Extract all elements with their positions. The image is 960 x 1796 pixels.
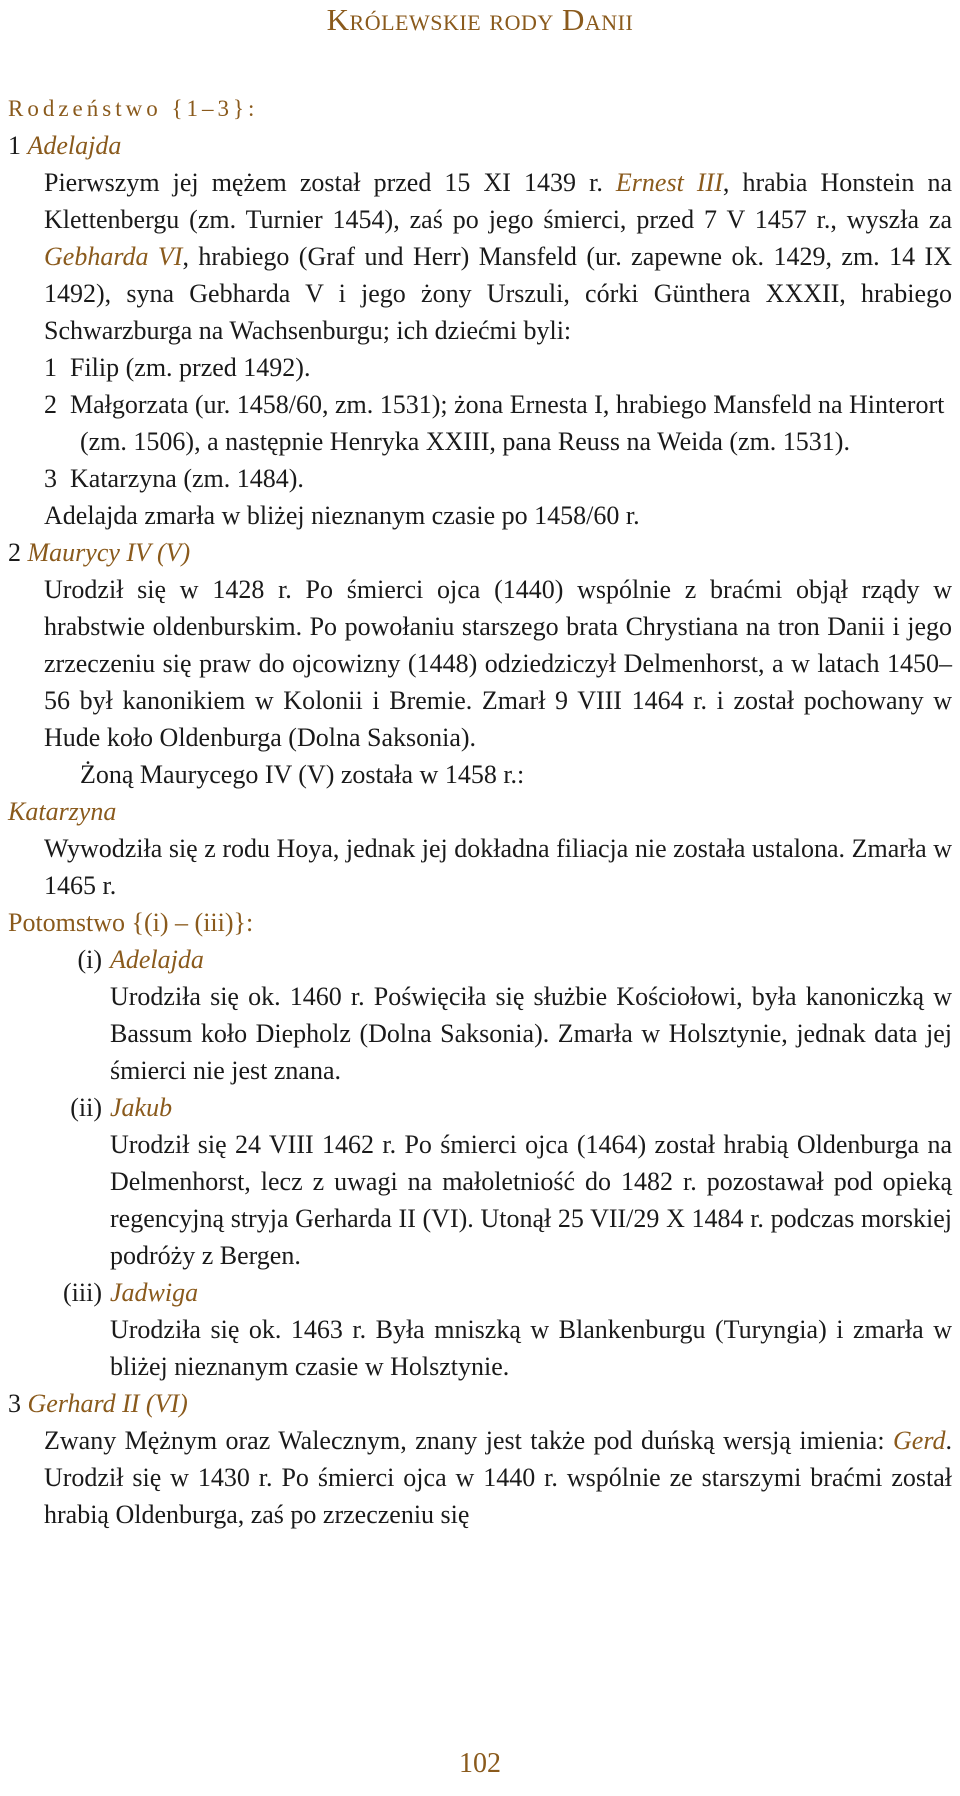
offspring-text: Urodziła się ok. 1460 r. Poświęciła się służbie Kościołowi, była kanoniczką w Bassum koło Diepholz (Dolna Saksonia). Zmarła w Holsztynie, jednak data jej śmierci nie jest znana. bbox=[110, 982, 952, 1085]
person-3-number: 3 bbox=[8, 1389, 21, 1418]
person-3-bio-b: . Urodził się w 1430 r. Po śmierci ojca w 1440 r. wspólnie ze starszymi braćmi został hrabią Oldenburga, zaś po zrzeczeniu się bbox=[44, 1426, 952, 1529]
offspring-heading-item bbox=[52, 941, 952, 978]
person-1-spouse-1: Ernest III bbox=[615, 168, 723, 197]
person-1-bio-c: , hrabiego (Graf und Herr) Mansfeld (ur. zapewne ok. 1429, zm. 14 IX 1492), syna Gebharda V i jego żony Urszuli, córki Günthera XXXII, hrabiego Schwarzburga na Wachsenburgu; ich dziećmi byli: bbox=[44, 242, 952, 345]
person-3-alias: Gerd bbox=[893, 1426, 946, 1455]
person-1-bio-b: , hrabia Honstein na Klettenbergu (zm. Turnier 1454), zaś po jego śmierci, przed 7 V 1457 r., wyszła za bbox=[44, 168, 952, 234]
running-header: Królewskie rody Danii bbox=[326, 2, 634, 37]
child-text: Filip (zm. przed 1492). bbox=[70, 353, 311, 382]
offspring-name: Jadwiga bbox=[110, 1278, 199, 1307]
page-number: 102 bbox=[459, 1748, 501, 1779]
person-3-name: Gerhard II (VI) bbox=[27, 1389, 188, 1418]
person-2-wife-name: Katarzyna bbox=[8, 797, 117, 826]
person-2-wife-intro: Żoną Maurycego IV (V) została w 1458 r.: bbox=[80, 760, 525, 789]
child-item bbox=[44, 460, 952, 497]
person-1-closing: Adelajda zmarła w bliżej nieznanym czasie po 1458/60 r. bbox=[44, 501, 640, 530]
offspring-number: (ii) bbox=[70, 1093, 102, 1122]
offspring-text: Urodził się 24 VIII 1462 r. Po śmierci ojca (1464) został hrabią Oldenburga na Delmenhorst, lecz z uwagi na małoletniość do 1482 r. pozostawał pod opieką regencyjną stryja Gerharda II (VI). Utonął 25 VII/29 X 1484 r. podczas morskiej podróży z Bergen. bbox=[110, 1130, 952, 1270]
person-1-spouse-2: Gebharda VI bbox=[44, 242, 183, 271]
offspring-name: Jakub bbox=[110, 1093, 173, 1122]
child-text: Małgorzata (ur. 1458/60, zm. 1531); żona Ernesta I, hrabiego Mansfeld na Hinterort (zm. 1506), a następnie Henryka XXIII, pana Reuss na Weida (zm. 1531). bbox=[70, 390, 945, 456]
child-text: Katarzyna (zm. 1484). bbox=[70, 464, 304, 493]
child-item bbox=[44, 386, 952, 460]
person-2-name: Maurycy IV (V) bbox=[27, 538, 191, 567]
section-heading: Rodzeństwo {1–3}: bbox=[8, 96, 259, 121]
person-2-wife-bio: Wywodziła się z rodu Hoya, jednak jej dokładna filiacja nie została ustalona. Zmarła w 1465 r. bbox=[44, 834, 952, 900]
person-1-heading bbox=[8, 127, 952, 164]
offspring-name: Adelajda bbox=[110, 945, 204, 974]
offspring-number: (i) bbox=[77, 945, 102, 974]
person-3-bio bbox=[44, 1422, 952, 1533]
offspring-text: Urodziła się ok. 1463 r. Była mniszką w Blankenburgu (Turyngia) i zmarła w bliżej nieznanym czasie w Holsztynie. bbox=[110, 1315, 952, 1381]
person-1-bio-a: Pierwszym jej mężem został przed 15 XI 1439 r. bbox=[44, 168, 616, 197]
child-number: 3 bbox=[44, 464, 57, 493]
person-2-number: 2 bbox=[8, 538, 21, 567]
offspring-heading-item bbox=[52, 1274, 952, 1311]
person-3-heading bbox=[8, 1385, 952, 1422]
page-body bbox=[8, 90, 952, 1533]
child-item bbox=[44, 349, 952, 386]
person-2-bio: Urodził się w 1428 r. Po śmierci ojca (1440) wspólnie z braćmi objął rządy w hrabstwie oldenburskim. Po powołaniu starszego brata Chrystiana na tron Danii i jego zrzeczeniu się praw do ojcowizny (1448) odziedziczył Delmenhorst, a w latach 1450–56 był kanonikiem w Kolonii i Bremie. Zmarł 9 VIII 1464 r. i został pochowany w Hude koło Oldenburga (Dolna Saksonia). bbox=[44, 575, 952, 752]
person-3-bio-a: Zwany Mężnym oraz Walecznym, znany jest także pod duńską wersją imienia: bbox=[44, 1426, 894, 1455]
offspring-heading-item bbox=[52, 1089, 952, 1126]
person-1-name: Adelajda bbox=[27, 131, 122, 160]
offspring-number: (iii) bbox=[63, 1278, 102, 1307]
child-number: 2 bbox=[44, 390, 57, 419]
offspring-heading: Potomstwo {(i) – (iii)}: bbox=[8, 908, 254, 937]
person-2-heading bbox=[8, 534, 952, 571]
person-1-bio bbox=[44, 164, 952, 349]
child-number: 1 bbox=[44, 353, 57, 382]
person-1-number: 1 bbox=[8, 131, 21, 160]
